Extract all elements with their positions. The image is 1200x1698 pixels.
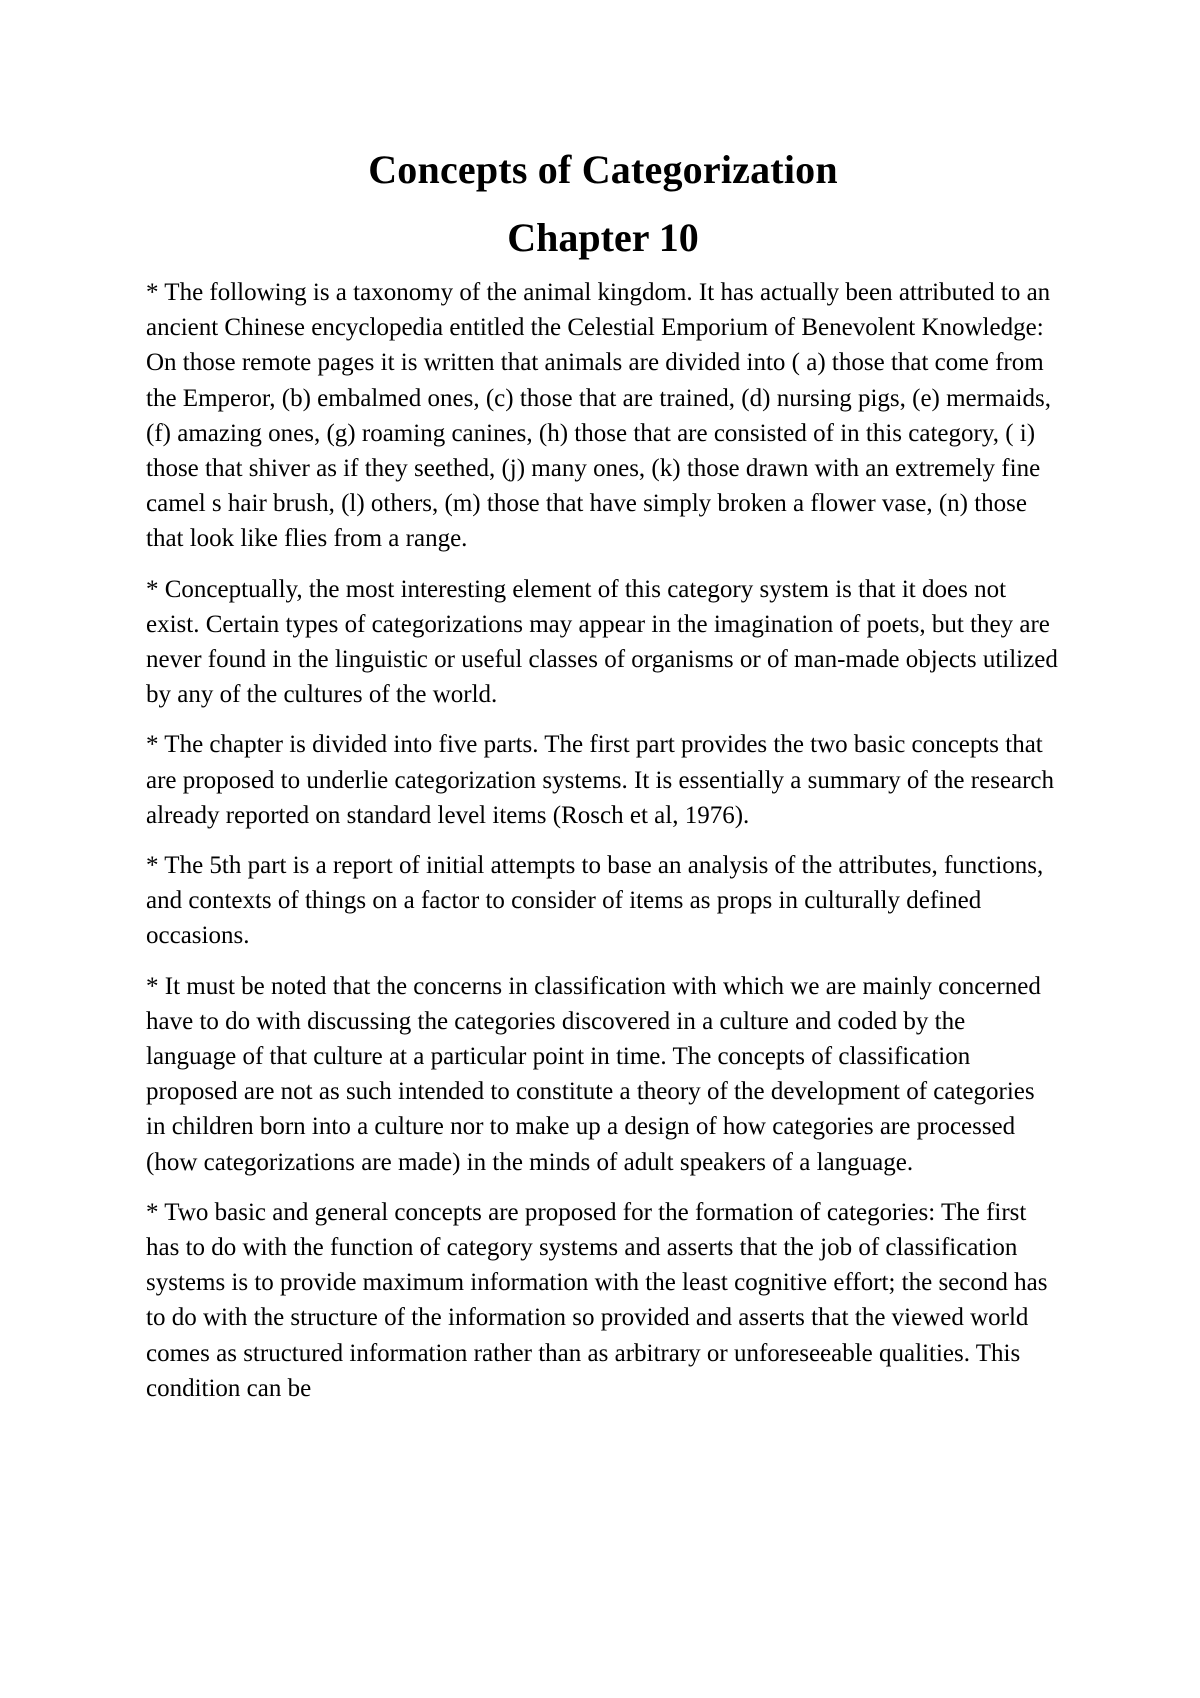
paragraph-chapter-parts: * The chapter is divided into five parts. The first part provides the two basic concepts that are proposed to underlie categorization systems. It is essentially a summary of the research already reported on standard level items (Rosch et al, 1976). [146,731,1055,829]
chapter-heading: Chapter 10 [507,215,699,260]
paragraph-taxonomy: * The following is a taxonomy of the animal kingdom. It has actually been attributed to an ancient Chinese encyclopedia entitled the Celestial Emporium of Benevolent Knowledge: On those remote pages it is written that animals are divided into ( a) those that come from the Emperor, (b) embalmed ones, (c) those that are trained, (d) nursing pigs, (e) mermaids, (f) amazing ones, (g) roaming canines, (h) those that are consisted of in this category, ( i) those that shiver as if they seethed, (j) many ones, (k) those drawn with an extremely fine camel s hair brush, (l) others, (m) those that have simply broken a flower vase, (n) those that look like flies from a range. [146,279,1051,553]
page-title: Concepts of Categorization [368,147,838,192]
paragraph-basic-concepts: * Two basic and general concepts are proposed for the formation of categories: The first has to do with the function of category systems and asserts that the job of classification systems is to provide maximum information with the least cognitive effort; the second has to do with the structure of the information so provided and asserts that the viewed world comes as structured information rather than as arbitrary or unforeseeable qualities. This condition can be [146,1198,1048,1402]
body-text [146,275,1060,1406]
paragraph-conceptually: * Conceptually, the most interesting element of this category system is that it does not exist. Certain types of categorizations may appear in the imagination of poets, but they are never found in the linguistic or useful classes of organisms or of man-made objects utilized by any of the cultures of the world. [146,575,1058,709]
paragraph-concerns: * It must be noted that the concerns in classification with which we are mainly concerned have to do with discussing the categories discovered in a culture and coded by the language of that culture at a particular point in time. The concepts of classification proposed are not as such intended to constitute a theory of the development of categories in children born into a culture nor to make up a design of how categories are processed (how categorizations are made) in the minds of adult speakers of a language. [146,972,1041,1176]
paragraph-fifth-part: * The 5th part is a report of initial attempts to base an analysis of the attributes, functions, and contexts of things on a factor to consider of items as props in culturally defined occasions. [146,852,1044,950]
